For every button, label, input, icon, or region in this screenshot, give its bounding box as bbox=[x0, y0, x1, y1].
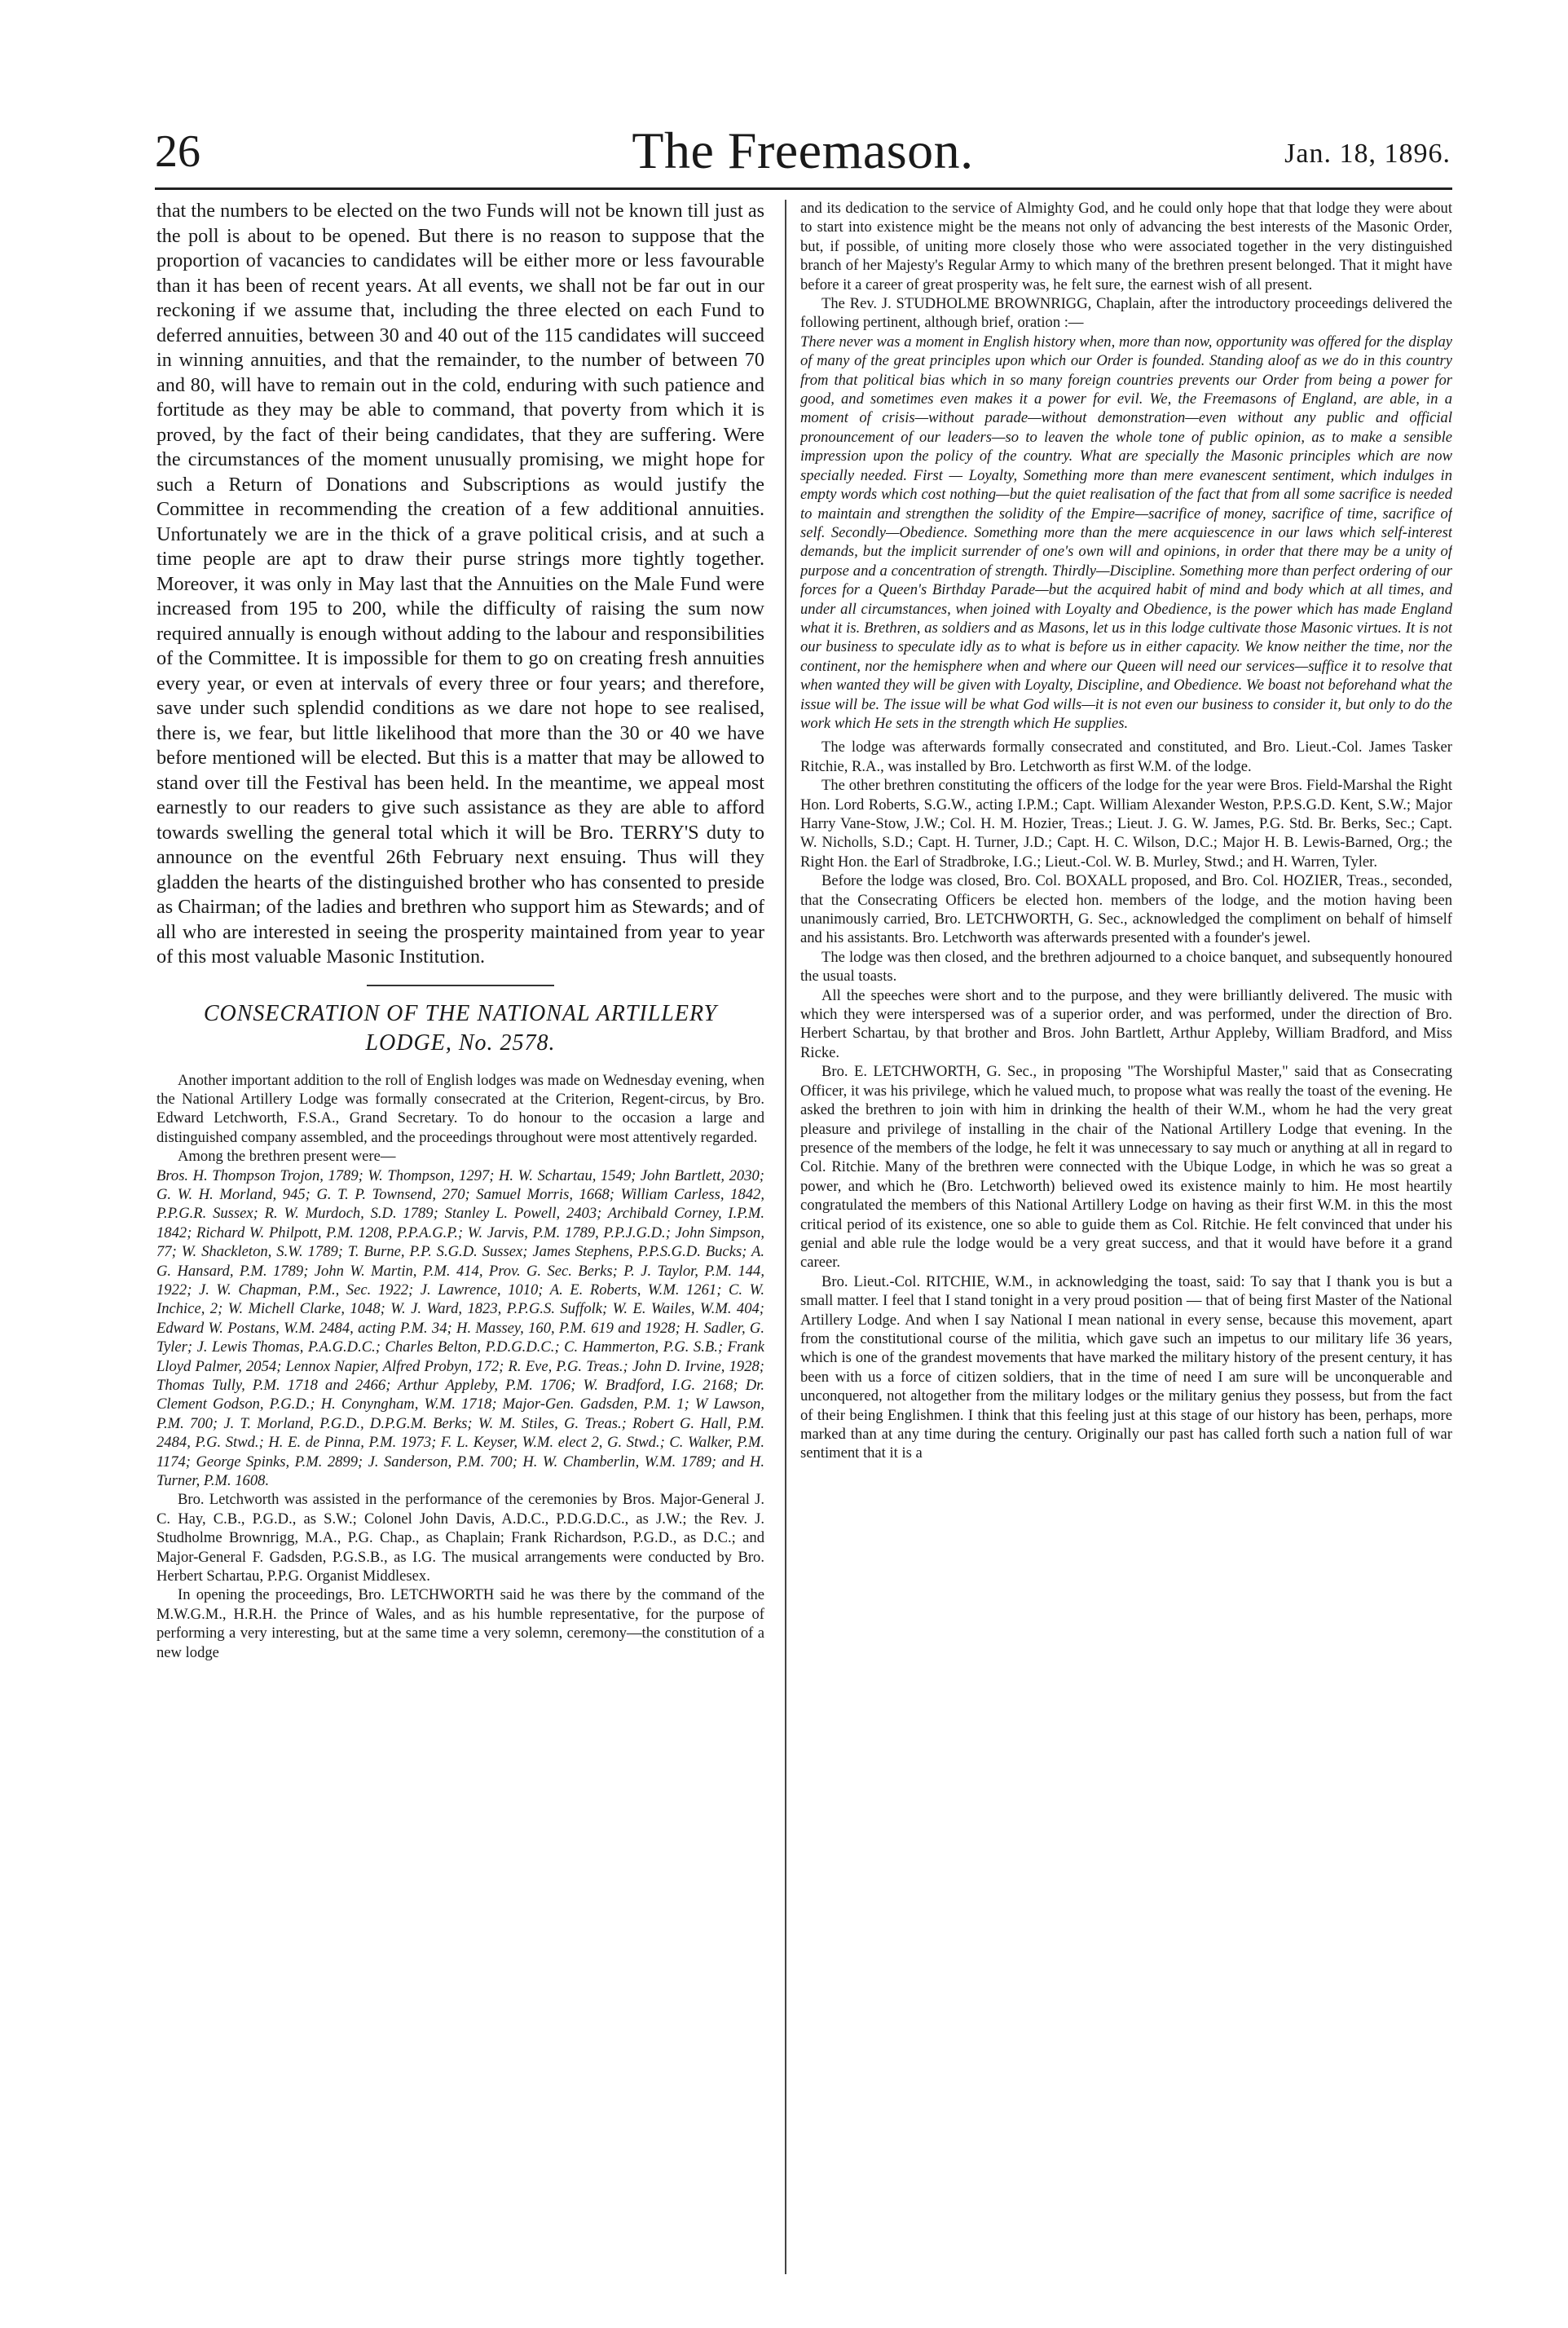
column-rule bbox=[785, 200, 786, 2274]
article-paragraph: The other brethren constituting the officers of the lodge for the year were Bros. Field-Marshal the Right Hon. Lord Roberts, S.G.W., acting I.P.M.; Capt. William Alexander Weston, P.P.S.G.D. Kent, S.W.; Major Harry Vane-Stow, J.W.; Col. H. M. Hozier, Treas.; Lieut. J. G. W. James, P.G. Std. Br. Berks, Sec.; Capt. W. Nicholls, S.D.; Capt. H. Turner, J.D.; Capt. H. C. Wilson, D.C.; Major H. B. Lewis-Barned, Org.; the Right Hon. the Earl of Stradbroke, I.G.; Lieut.-Col. W. B. Murley, Stwd.; and H. Warren, Tyler. bbox=[800, 777, 1452, 871]
header-rule bbox=[155, 187, 1452, 190]
chaplain-oration: There never was a moment in English history when, more than now, opportunity was offered for the display of many of the great principles upon which our Order is founded. Standing aloof as we do in this country from that political bias which in so many foreign countries prevents our Order from being a power for good, and sometimes even makes it a power for evil. We, the Freemasons of England, are able, in a moment of crisis—without parade—without demonstration—even without any public and official pronouncement of our leaders—so to leaven the whole tone of public opinion, as to make a sensible impression upon the policy of the country. What are specially the Masonic principles which are now specially needed. First — Loyalty, Something more than mere evanescent sentiment, which indulges in empty words which cost nothing—but the quiet realisation of the fact that from all some sacrifice is needed to maintain and strengthen the solidity of the Empire—sacrifice of money, sacrifice of time, sacrifice of self. Secondly—Obedience. Something more than the mere acquiescence in our laws which self-interest demands, but the implicit surrender of one's own will and opinions, in order that there may be a unity of purpose and a concentration of strength. Thirdly—Discipline. Something more than perfect ordering of our forces for a Queen's Birthday Parade—but the acquired habit of mind and body which at all times, and under all circumstances, when joined with Loyalty and Obedience, is the power which has made England what it is. Brethren, as soldiers and as Masons, let us in this lodge cultivate those Masonic virtues. It is not our business to speculate idly as to what is before us in either capacity. We know neither the time, nor the continent, nor the hemisphere when and where our Queen will need our services—suffice it to resolve that when wanted they will be given with Loyalty, Discipline, and Obedience. We boast not beforehand what the issue will be. The issue will be what God wills—it is not even our business to consider it, but only to do the work which He sets in the strength which He supplies. bbox=[800, 333, 1452, 732]
article-paragraph: Bro. E. LETCHWORTH, G. Sec., in proposing "The Worshipful Master," said that as Consecrating Officer, it was his privilege, which he valued much, to propose what was really the toast of the evening. He asked the brethren to join with him in drinking the health of their W.M., whom he had the very great pleasure and privilege of installing in the chair of the National Artillery Lodge that evening. In the presence of the members of the lodge, he felt it was unnecessary to say much or anything at all in regard to Col. Ritchie. Many of the brethren were connected with the Ubique Lodge, in which he was so great a power, and which he (Bro. Letchworth) believed owed its existence mainly to him. He most heartily congratulated the members of this National Artillery Lodge on having as their first W.M. in this the most critical period of its existence, one so able to guide them as Col. Ritchie. He felt convinced that under his genial and able rule the lodge would be a very great success, and that it would have before it a grand career. bbox=[800, 1063, 1452, 1272]
article-paragraph: In opening the proceedings, Bro. LETCHWORTH said he was there by the command of the M.W.G.M., H.R.H. the Prince of Wales, and as his humble representative, for the purpose of performing a very interesting, but at the same time a very solemn, ceremony—the constitution of a new lodge bbox=[156, 1586, 764, 1661]
article-paragraph: The lodge was afterwards formally consecrated and constituted, and Bro. Lieut.-Col. James Tasker Ritchie, R.A., was installed by Bro. Letchworth as first W.M. of the lodge. bbox=[800, 739, 1452, 775]
article-paragraph: Bro. Letchworth was assisted in the performance of the ceremonies by Bros. Major-General J. C. Hay, C.B., P.G.D., as S.W.; Colonel John Davis, A.D.C., P.D.G.D.C., as J.W.; the Rev. J. Studholme Brownrigg, M.A., P.G. Chap., as Chaplain; Frank Richardson, P.G.D., as D.C.; and Major-General F. Gadsden, P.G.S.B., as I.G. The musical arrangements were conducted by Bro. Herbert Schartau, P.P.G. Organist Middlesex. bbox=[156, 1491, 764, 1585]
article-paragraph: Another important addition to the roll of English lodges was made on Wednesday evening, when the National Artillery Lodge was formally consecrated at the Criterion, Regent-circus, by Bro. Edward Letchworth, F.S.A., Grand Secretary. To do honour to the occasion a large and distinguished company assembled, and the proceedings throughout were most attentively regarded. bbox=[156, 1071, 764, 1146]
publication-title: The Freemason. bbox=[632, 121, 974, 179]
article-body-left bbox=[156, 1071, 764, 1663]
article-body-right bbox=[800, 199, 1452, 1463]
article-paragraph: Before the lodge was closed, Bro. Col. BOXALL proposed, and Bro. Col. HOZIER, Treas., seconded, that the Consecrating Officers be elected hon. members of the lodge, and the motion having been unanimously carried, Bro. LETCHWORTH, G. Sec., acknowledged the compliment on behalf of himself and his assistants. Bro. Letchworth was afterwards presented with a founder's jewel. bbox=[800, 872, 1452, 947]
issue-date: Jan. 18, 1896. bbox=[1284, 139, 1451, 169]
brethren-list: Bros. H. Thompson Trojon, 1789; W. Thompson, 1297; H. W. Schartau, 1549; John Bartlett, 2030; G. W. H. Morland, 945; G. T. P. Townsend, 270; Samuel Morris, 1668; William Carless, 1842, P.P.G.R. Sussex; R. W. Murdoch, S.D. 1789; Stanley L. Powell, 2403; Archibald Corney, I.P.M. 1842; Richard W. Philpott, P.M. 1208, P.P.A.G.P.; W. Jarvis, P.M. 1789, P.P.J.G.D.; John Simpson, 77; W. Shackleton, S.W. 1789; T. Burne, P.P. S.G.D. Sussex; James Stephens, P.P.S.G.D. Bucks; A. G. Hansard, P.M. 1789; John W. Martin, P.M. 414, Prov. G. Sec. Berks; P. J. Taylor, P.M. 144, 1922; J. W. Chapman, P.M., Sec. 1922; J. Lawrence, 1010; A. E. Roberts, W.M. 1261; C. W. Inchice, 2; W. Michell Clarke, 1048; W. J. Ward, 1823, P.P.G.S. Suffolk; W. E. Wailes, W.M. 404; Edward W. Postans, W.M. 2484, acting P.M. 34; H. Massey, 160, P.M. 619 and 1928; H. Sadler, G. Tyler; J. Lewis Thomas, P.A.G.D.C.; Charles Belton, P.D.G.D.C.; C. Hammerton, P.G. S.B.; Frank Lloyd Palmer, 2054; Lennox Napier, Alfred Probyn, 172; R. Eve, P.G. Treas.; John D. Irvine, 1928; Thomas Tully, P.M. 1718 and 2466; Arthur Appleby, P.M. 1706; W. Bradford, I.G. 2168; Dr. Clement Godson, P.G.D.; H. Conyngham, W.M. 1718; Major-Gen. Gadsden, P.M. 1; W Lawson, P.M. 700; J. T. Morland, P.G.D., D.P.G.M. Berks; W. M. Stiles, G. Treas.; Robert G. Hall, P.M. 2484, P.G. Stwd.; H. E. de Pinna, P.M. 1973; F. L. Keyser, W.M. elect 2, G. Stwd.; C. Walker, P.M. 1174; George Spinks, P.M. 2899; J. Sanderson, P.M. 700; H. W. Chamberlin, W.M. 1789; and H. Turner, P.M. 1608. bbox=[156, 1166, 764, 1490]
article-heading-line-2: LODGE, No. 2578. bbox=[365, 1030, 556, 1056]
article-paragraph: and its dedication to the service of Almighty God, and he could only hope that that lodge they were about to start into existence might be the means not only of advancing the best interests of the Masonic Order, but, if possible, of uniting more closely those who were associated together in the very distinguished branch of her Majesty's Regular Army to which many of the brethren present belonged. That it might have before it a career of great prosperity was, he felt sure, the earnest wish of all present. bbox=[800, 200, 1452, 293]
masthead bbox=[155, 121, 1451, 186]
article-paragraph: All the speeches were short and to the purpose, and they were brilliantly delivered. The music with which they were interspersed was of a superior order, and was performed, under the direction of Bro. Herbert Schartau, by that brother and Bros. John Bartlett, Arthur Appleby, William Bradford, and Miss Ricke. bbox=[800, 986, 1452, 1061]
article-paragraph: Bro. Lieut.-Col. RITCHIE, W.M., in acknowledging the toast, said: To say that I thank you is but a small matter. I feel that I stand tonight in a very proud position — that of being first Master of the National Artillery Lodge. And when I say National I mean national in every sense, because this movement, apart from the constitutional course of the militia, which gave such an impetus to our military life 36 years, which is one of the grandest movements that have marked the military history of the present century, it has been with us a force of citizen soldiers, that in the time of need I am sure will be unconquerable and unconquered, not altogether from the military lodges or the military genius they possess, but from the fact of their being Englishmen. I think that this feeling just at this stage of our history has been, perhaps, more marked than at any time during the century. Originally our past has called forth such a nation full of war sentiment that it is a bbox=[800, 1272, 1452, 1462]
right-column bbox=[800, 199, 1452, 2273]
editorial-block bbox=[156, 199, 764, 970]
page-number: 26 bbox=[155, 126, 200, 177]
article-paragraph: The lodge was then closed, and the brethren adjourned to a choice banquet, and subsequently honoured the usual toasts. bbox=[800, 948, 1452, 985]
left-column bbox=[156, 199, 764, 2273]
article-paragraph: Among the brethren present were— bbox=[178, 1148, 396, 1166]
editorial-paragraph: that the numbers to be elected on the two Funds will not be known till just as the poll is about to be opened. But there is no reason to suppose that the proportion of vacancies to candidates will be either more or less favourable than it has been of recent years. At all events, we shall not be far out in our reckoning if we assume that, including the three elected on each Fund to deferred annuities, between 30 and 40 out of the 115 candidates will succeed in winning annuities, and that the remainder, to the number of between 70 and 80, will have to remain out in the cold, enduring with such patience and fortitude as they may be able to command, that poverty from which it is proved, by the fact of their being candidates, that they are suffering. Were the circumstances of the moment unusually promising, we might hope for such a Return of Donations and Subscriptions as would justify the Committee in recommending the creation of a few additional annuities. Unfortunately we are in the thick of a grave political crisis, and at such a time people are apt to draw their purse strings more tightly together. Moreover, it was only in May last that the Annuities on the Male Fund were increased from 195 to 200, while the difficulty of raising the sum now required annually is enough without adding to the labour and responsibilities of the Committee. It is impossible for them to go on creating fresh annuities every year, or even at intervals of every three or four years; and therefore, save under such splendid conditions as we dare not hope to see realised, there is, we fear, but little likelihood that more than the 30 or 40 we have before mentioned will be elected. But this is a matter that may be allowed to stand over till the Festival has been held. In the meantime, we appeal most earnestly to our readers to give such assistance as they are able to afford towards swelling the general total which it will be Bro. TERRY'S duty to announce on the eventful 26th February next ensuing. Thus will they gladden the hearts of the distinguished brother who has consented to preside as Chairman; of the ladies and brethren who support him as Stewards; and of all who are interested in seeing the prosperity maintained from year to year of this most valuable Masonic Institution. bbox=[156, 200, 764, 968]
article-heading bbox=[156, 999, 764, 1058]
section-divider bbox=[367, 985, 554, 986]
article-heading-line-1: CONSECRATION OF THE NATIONAL ARTILLERY bbox=[203, 1000, 718, 1026]
article-paragraph: The Rev. J. STUDHOLME BROWNRIGG, Chaplain, after the introductory proceedings delivered the following pertinent, although brief, oration :— bbox=[800, 295, 1452, 332]
